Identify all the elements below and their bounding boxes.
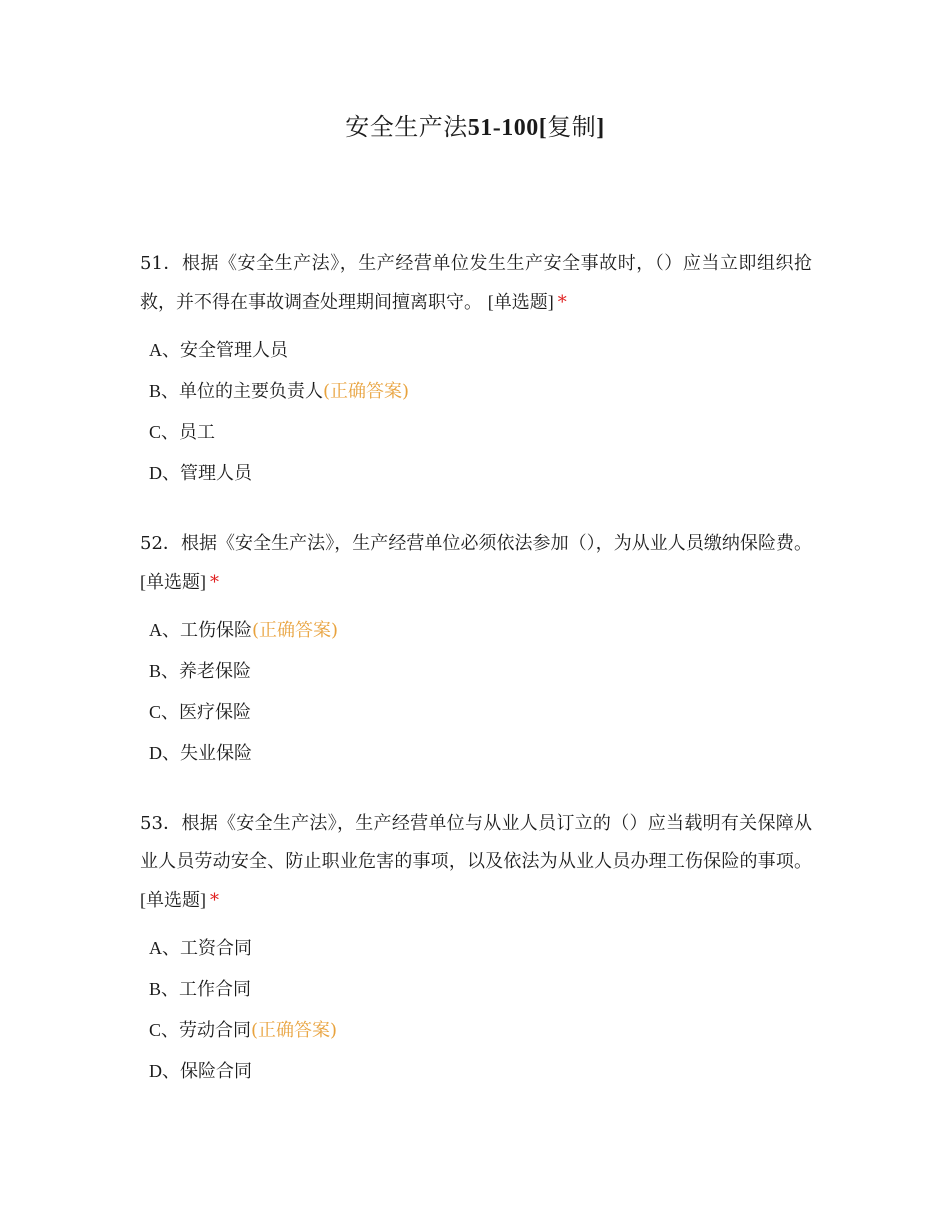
option-text: 安全管理人员 xyxy=(180,340,288,361)
question-53 xyxy=(140,805,812,1092)
option-text: 工资合同 xyxy=(180,938,252,959)
question-text: 根据《安全生产法》，生产经营单位发生生产安全事故时，（）应当立即组织抢救，并不得在事故调查处理期间擅离职守。 xyxy=(140,253,812,313)
title-number: 51-100 xyxy=(467,115,539,141)
question-stem xyxy=(140,245,812,322)
options-list xyxy=(140,610,812,774)
option-c[interactable] xyxy=(140,412,812,453)
option-letter: A、 xyxy=(149,340,180,360)
required-star: * xyxy=(210,890,219,911)
correct-answer-mark: (正确答案) xyxy=(251,1020,338,1041)
question-stem xyxy=(140,805,812,920)
question-number: 51． xyxy=(140,253,182,274)
document-title xyxy=(0,110,950,145)
option-text: 劳动合同 xyxy=(179,1020,252,1041)
question-type: [单选题] xyxy=(140,572,206,592)
required-star: * xyxy=(210,572,219,593)
option-b[interactable] xyxy=(140,651,812,692)
option-letter: B、 xyxy=(149,979,180,999)
question-type: [单选题] xyxy=(140,890,206,910)
option-text: 失业保险 xyxy=(180,743,252,764)
title-close-bracket: ] xyxy=(596,115,605,141)
option-text: 养老保险 xyxy=(179,661,252,682)
option-a[interactable] xyxy=(140,610,812,651)
options-list xyxy=(140,928,812,1092)
option-d[interactable] xyxy=(140,733,812,774)
option-letter: D、 xyxy=(149,743,180,763)
question-number: 52． xyxy=(140,533,181,554)
option-text: 工作合同 xyxy=(179,979,252,1000)
option-c[interactable] xyxy=(140,1010,812,1051)
option-d[interactable] xyxy=(140,453,812,494)
title-suffix: 复制 xyxy=(547,113,597,141)
correct-answer-mark: (正确答案) xyxy=(323,381,410,402)
question-text: 根据《安全生产法》，生产经营单位必须依法参加（），为从业人员缴纳保险费。 xyxy=(180,533,812,554)
option-letter: B、 xyxy=(149,661,180,681)
option-b[interactable] xyxy=(140,969,812,1010)
required-star: * xyxy=(557,292,567,313)
option-b[interactable] xyxy=(140,371,812,412)
options-list xyxy=(140,330,812,494)
option-letter: A、 xyxy=(149,938,180,958)
option-text: 单位的主要负责人 xyxy=(179,381,324,402)
question-52 xyxy=(140,525,812,774)
option-text: 员工 xyxy=(179,422,216,443)
option-letter: C、 xyxy=(149,1020,180,1040)
option-text: 保险合同 xyxy=(180,1061,252,1082)
option-a[interactable] xyxy=(140,928,812,969)
option-d[interactable] xyxy=(140,1051,812,1092)
title-open-bracket: [ xyxy=(538,115,548,141)
option-letter: B、 xyxy=(149,381,180,401)
option-text: 医疗保险 xyxy=(179,702,252,723)
option-text: 工伤保险 xyxy=(180,620,252,641)
option-a[interactable] xyxy=(140,330,812,371)
question-type: [单选题] xyxy=(487,292,554,312)
option-letter: C、 xyxy=(149,422,180,442)
option-letter: D、 xyxy=(149,1061,180,1081)
question-number: 53． xyxy=(140,813,182,834)
option-text: 管理人员 xyxy=(180,463,252,484)
option-letter: C、 xyxy=(149,702,180,722)
option-letter: A、 xyxy=(149,620,180,640)
correct-answer-mark: (正确答案) xyxy=(252,620,339,641)
option-letter: D、 xyxy=(149,463,180,483)
question-stem xyxy=(140,525,812,602)
option-c[interactable] xyxy=(140,692,812,733)
question-51 xyxy=(140,245,812,494)
question-text: 根据《安全生产法》，生产经营单位与从业人员订立的（）应当载明有关保障从业人员劳动安全、防止职业危害的事项，以及依法为从业人员办理工伤保险的事项。 xyxy=(140,813,812,872)
title-prefix: 安全生产法 xyxy=(345,113,468,141)
